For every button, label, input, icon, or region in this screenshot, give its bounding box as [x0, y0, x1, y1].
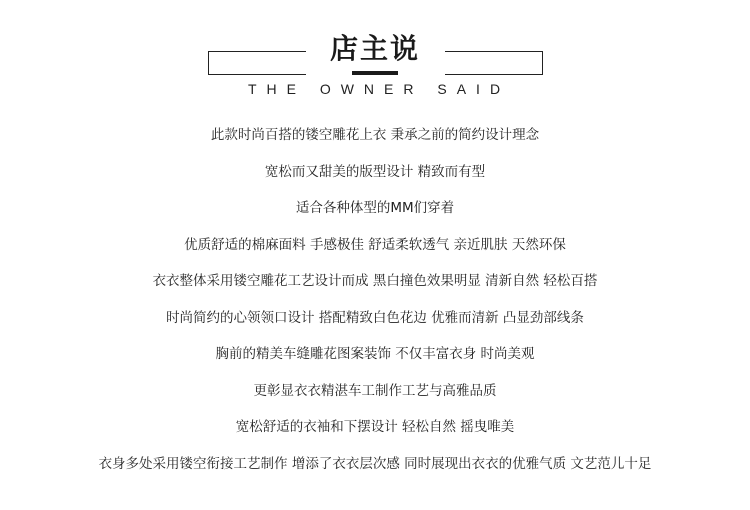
section-subtitle: THE OWNER SAID — [247, 81, 511, 97]
description-line: 宽松舒适的衣袖和下摆设计 轻松自然 摇曳唯美 — [235, 419, 515, 435]
title-underline — [352, 71, 398, 75]
description-line: 胸前的精美车缝雕花图案装饰 不仅丰富衣身 时尚美观 — [215, 346, 535, 362]
description-line: 衣衣整体采用镂空雕花工艺设计而成 黑白撞色效果明显 清新自然 轻松百搭 — [152, 273, 598, 289]
description-line: 适合各种体型的MM们穿着 — [295, 200, 455, 216]
description-line: 衣身多处采用镂空衔接工艺制作 增添了衣衣层次感 同时展现出衣衣的优雅气质 文艺范儿十足 — [98, 455, 652, 472]
section-title: 店主说 — [329, 32, 420, 65]
description-line: 更彰显衣衣精湛车工制作工艺与高雅品质 — [253, 382, 497, 399]
description-line: 优质舒适的棉麻面料 手感极佳 舒适柔软透气 亲近肌肤 天然环保 — [184, 236, 566, 253]
description-text — [0, 124, 750, 489]
description-line: 时尚简约的心领领口设计 搭配精致白色花边 优雅而清新 凸显劲部线条 — [166, 309, 584, 326]
description-line: 此款时尚百搭的镂空雕花上衣 秉承之前的简约设计理念 — [210, 127, 540, 143]
header — [0, 0, 750, 110]
description-line: 宽松而又甜美的版型设计 精致而有型 — [264, 163, 486, 180]
